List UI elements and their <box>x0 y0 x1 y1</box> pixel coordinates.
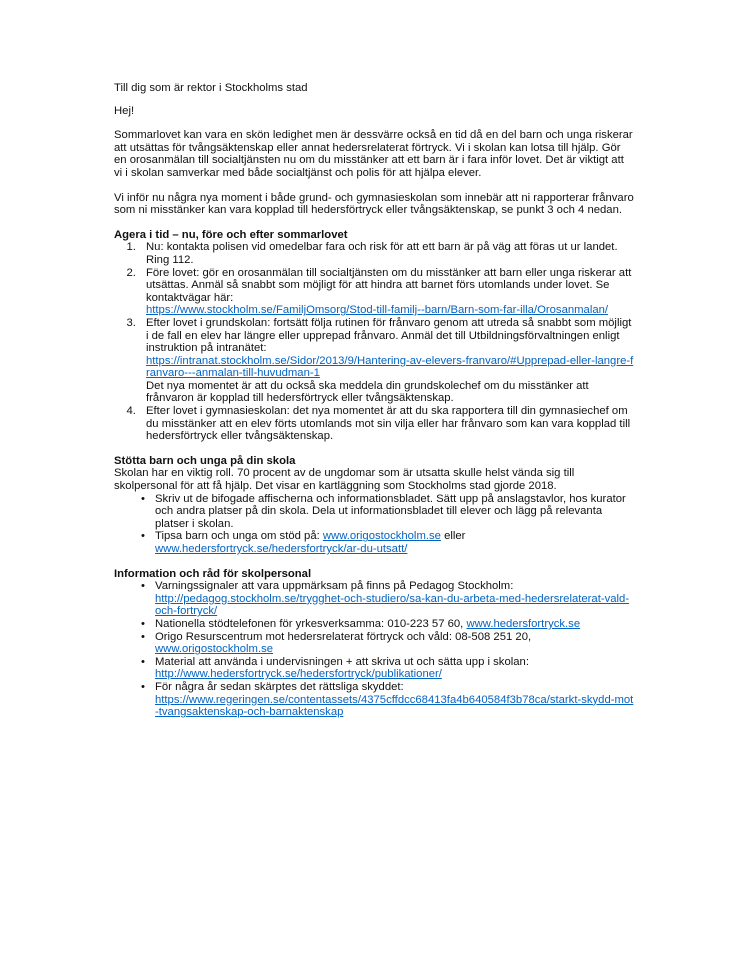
list-item: • Origo Resurscentrum mot hedersrelaterat förtryck och våld: 08-508 251 20, www.origostockholm.se <box>155 631 634 656</box>
list-item: • Varningssignaler att vara uppmärksam på finns på Pedagog Stockholm: http://pedagog.stockholm.se/trygghet-och-studiero/sa-kan-du-arbeta-med-hedersrelaterat-vald-och-fortryck/ <box>155 580 634 618</box>
greeting: Hej! <box>114 104 135 117</box>
ar-du-utsatt-link[interactable]: www.hedersfortryck.se/hedersfortryck/ar-du-utsatt/ <box>155 543 408 555</box>
publikationer-link[interactable]: http://www.hedersfortryck.se/hedersfortryck/publikationer/ <box>155 668 442 681</box>
hedersfortryck-link[interactable]: www.hedersfortryck.se <box>466 617 581 630</box>
list-item: • Skriv ut de bifogade affischerna och informationsbladet. Sätt upp på anslagstavlor, hos kurator och andra platser på din skola. Dela ut informationsbladet till elever och lägg på relevanta platser i skolan. <box>155 493 634 531</box>
origo-link[interactable]: www.origostockholm.se <box>322 530 441 543</box>
agera-list <box>114 241 634 443</box>
greeting-to: Till dig som är rektor i Stockholms stad <box>114 82 308 94</box>
stotta-list <box>114 493 634 556</box>
intro-paragraph-1: Sommarlovet kan vara en skön ledighet men är dessvärre också en tid då en del barn och unga riskerar att utsättas för tvångsäktenskap eller annat hedersrelaterat förtryck. Vi i skolan kan lotsa till hjälp. Gör en orosanmälan till socialtjänsten nu om du misstänker att ett barn är i fara inför lovet. Det är viktigt att vi i skolan samverkar med både socialtjänst och polis för att hjälpa elever. <box>114 129 633 179</box>
stotta-paragraph: Skolan har en viktig roll. 70 procent av de ungdomar som är utsatta skulle helst vända sig till skolpersonal för att få hjälp. Det visar en kartläggning som Stockholms stad gjorde 2018. <box>114 467 575 493</box>
list-item: • Material att använda i undervisningen + att skriva ut och sätta upp i skolan: http://www.hedersfortryck.se/hedersfortryck/publikationer/ <box>155 656 634 681</box>
section-heading-agera: Agera i tid – nu, före och efter sommarlovet <box>114 228 348 241</box>
origo-link-2[interactable]: www.origostockholm.se <box>155 643 274 656</box>
list-item: 4. Efter lovet i gymnasieskolan: det nya momentet är att du ska rapportera till din gymnasiechef om du misstänker att en elev förts utomlands mot sin vilja eller har frånvaro som kan vara kopplad till hedersförtryck eller tvångsäktenskap. <box>139 405 634 443</box>
letter-body <box>114 82 634 719</box>
list-item: • Tipsa barn och unga om stöd på: www.origostockholm.se eller www.hedersfortryck.se/hedersfortryck/ar-du-utsatt/ <box>155 530 634 555</box>
orosanmalan-link[interactable]: https://www.stockholm.se/FamiljOmsorg/Stod-till-familj--barn/Barn-som-far-illa/Orosanmalan/ <box>146 304 609 317</box>
intro-paragraph-2: Vi inför nu några nya moment i både grund- och gymnasieskolan som innebär att ni rapporterar frånvaro som ni misstänker kan vara kopplad till hedersförtryck eller tvångsäktenskap, se punkt 3 och 4 nedan. <box>114 191 634 217</box>
regeringen-link[interactable]: https://www.regeringen.se/contentassets/4375cffdcc68413fa4b640584f3b78ca/starkt-skydd-mot-tvangsaktenskap-och-barnaktenskap <box>155 693 634 719</box>
pedagog-link[interactable]: http://pedagog.stockholm.se/trygghet-och-studiero/sa-kan-du-arbeta-med-hedersrelaterat-vald-och-fortryck/ <box>155 592 630 618</box>
information-list <box>114 580 634 719</box>
list-item: • För några år sedan skärptes det rättsliga skyddet: https://www.regeringen.se/contentassets/4375cffdcc68413fa4b640584f3b78ca/starkt-skydd-mot-tvangsaktenskap-och-barnaktenskap <box>155 681 634 719</box>
section-heading-stotta: Stötta barn och unga på din skola <box>114 454 296 467</box>
franvaro-intranet-link[interactable]: https://intranat.stockholm.se/Sidor/2013/9/Hantering-av-elevers-franvaro/#Upprepad-eller-langre-franvaro---anmalan-till-huvudman-1 <box>146 354 634 380</box>
list-item: 1. Nu: kontakta polisen vid omedelbar fara och risk för att ett barn är på väg att föras ut ur landet. Ring 112. <box>139 241 634 266</box>
list-item: 2. Före lovet: gör en orosanmälan till socialtjänsten om du misstänker att barn eller unga riskerar att utsättas. Anmäl så snabbt som möjligt för att hindra att barnet förs utomlands under lovet. Se kontaktvägar här: https://www.stockholm.se/FamiljOmsorg/Stod-till-familj--barn/Barn-som-far-illa/Orosanmalan/ <box>139 267 634 317</box>
list-item: • Nationella stödtelefonen för yrkesverksamma: 010-223 57 60, www.hedersfortryck.se <box>155 618 634 631</box>
list-item: 3. Efter lovet i grundskolan: fortsätt följa rutinen för frånvaro genom att utreda så snabbt som möjligt i de fall en elev har längre eller upprepad frånvaro. Anmäl det till Utbildningsförvaltningen enligt instruktion på intranätet: https://intranat.stockholm.se/Sidor/2013/9/Hantering-av-elevers-franvaro/#Upprepad-eller-langre-franvaro---anmalan-till-huvudman-1 Det nya momentet är att du också ska meddela din grundskolechef om du misstänker att frånvaron är kopplad till hedersförtryck eller tvångsäktenskap. <box>139 317 634 405</box>
section-heading-information: Information och råd för skolpersonal <box>114 567 312 580</box>
